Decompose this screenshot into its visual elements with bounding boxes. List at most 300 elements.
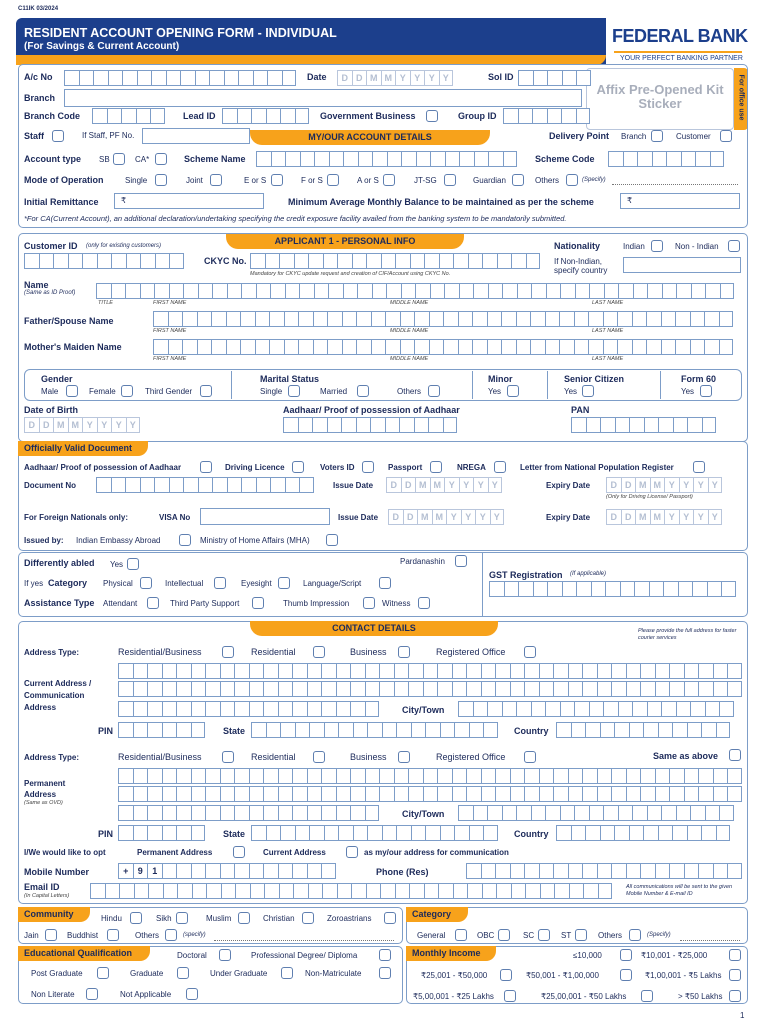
input-cell[interactable] (395, 883, 410, 899)
input-cell[interactable] (176, 786, 191, 802)
input-cell[interactable] (169, 283, 184, 299)
input-cell[interactable] (637, 151, 652, 167)
input-cell[interactable] (148, 883, 163, 899)
input-cell[interactable] (220, 786, 235, 802)
input-cell[interactable] (379, 663, 394, 679)
input-cell[interactable] (111, 477, 126, 493)
input-cell[interactable] (533, 581, 548, 597)
input-cell[interactable] (136, 108, 151, 124)
input-cell[interactable] (661, 339, 676, 355)
input-cell[interactable] (568, 768, 583, 784)
input-cell[interactable] (597, 681, 612, 697)
input-cell[interactable] (443, 339, 458, 355)
input-cell[interactable] (588, 339, 603, 355)
input-cell[interactable] (452, 663, 467, 679)
input-cell[interactable] (292, 863, 307, 879)
input-cell[interactable] (336, 663, 351, 679)
input-cell[interactable] (82, 253, 97, 269)
input-cell[interactable] (308, 253, 323, 269)
input-cell[interactable] (191, 681, 206, 697)
visa-field[interactable] (200, 508, 330, 525)
input-cell[interactable] (545, 805, 560, 821)
perm-city-field[interactable] (458, 805, 734, 821)
input-cell[interactable] (126, 253, 141, 269)
input-cell[interactable] (192, 883, 207, 899)
input-cell[interactable] (669, 768, 684, 784)
input-cell[interactable] (118, 805, 133, 821)
input-cell[interactable] (394, 663, 409, 679)
input-cell[interactable] (695, 151, 710, 167)
input-cell[interactable] (298, 311, 313, 327)
input-cell[interactable] (270, 283, 285, 299)
input-cell[interactable] (568, 863, 583, 879)
input-cell[interactable] (424, 883, 439, 899)
input-cell[interactable] (337, 883, 352, 899)
input-cell[interactable] (234, 701, 249, 717)
input-cell[interactable] (501, 339, 516, 355)
input-cell[interactable] (640, 663, 655, 679)
input-cell[interactable] (162, 768, 177, 784)
input-cell[interactable] (502, 701, 517, 717)
input-cell[interactable] (571, 722, 586, 738)
input-cell[interactable] (220, 663, 235, 679)
name-field[interactable] (96, 283, 734, 299)
input-cell[interactable] (226, 311, 241, 327)
customer-id-field[interactable] (24, 253, 184, 269)
input-cell[interactable] (516, 805, 531, 821)
input-cell[interactable] (629, 722, 644, 738)
mha-checkbox[interactable] (326, 534, 338, 546)
input-cell[interactable] (163, 883, 178, 899)
mode-eors-checkbox[interactable] (271, 174, 283, 186)
input-cell[interactable] (516, 701, 531, 717)
input-cell[interactable] (256, 477, 271, 493)
input-cell[interactable] (459, 151, 474, 167)
abled-yes-checkbox[interactable] (127, 558, 139, 570)
input-cell[interactable] (547, 70, 562, 86)
input-cell[interactable] (591, 581, 606, 597)
scheme-code-field[interactable] (608, 151, 724, 167)
input-cell[interactable] (569, 883, 584, 899)
group-id-field[interactable] (503, 108, 590, 124)
gender-third-checkbox[interactable] (200, 385, 212, 397)
input-cell[interactable] (585, 722, 600, 738)
input-cell[interactable] (295, 825, 310, 841)
input-cell[interactable] (539, 863, 554, 879)
input-cell[interactable] (367, 825, 382, 841)
input-cell[interactable] (394, 768, 409, 784)
input-cell[interactable] (453, 883, 468, 899)
input-cell[interactable] (118, 701, 133, 717)
perm-resbus-checkbox[interactable] (222, 751, 234, 763)
input-cell[interactable] (278, 786, 293, 802)
input-cell[interactable] (453, 253, 468, 269)
input-cell[interactable] (510, 863, 525, 879)
input-cell[interactable] (646, 311, 661, 327)
input-cell[interactable] (445, 151, 460, 167)
input-cell[interactable] (350, 663, 365, 679)
mode-jtsg-checkbox[interactable] (444, 174, 456, 186)
input-cell[interactable] (299, 477, 314, 493)
input-cell[interactable] (293, 883, 308, 899)
input-cell[interactable] (576, 581, 591, 597)
input-cell[interactable] (408, 786, 423, 802)
form60-yes-checkbox[interactable] (700, 385, 712, 397)
perm-reg-checkbox[interactable] (524, 751, 536, 763)
community-sikh-checkbox[interactable] (176, 912, 188, 924)
input-cell[interactable] (387, 151, 402, 167)
gender-female-checkbox[interactable] (121, 385, 133, 397)
input-cell[interactable] (226, 339, 241, 355)
thumb-checkbox[interactable] (363, 597, 375, 609)
input-cell[interactable] (92, 108, 107, 124)
input-cell[interactable] (151, 70, 166, 86)
input-cell[interactable] (263, 805, 278, 821)
input-cell[interactable] (240, 311, 255, 327)
input-cell[interactable] (676, 805, 691, 821)
input-cell[interactable] (168, 339, 183, 355)
input-cell[interactable] (227, 283, 242, 299)
input-cell[interactable] (626, 663, 641, 679)
input-cell[interactable] (705, 805, 720, 821)
doc-no-field[interactable] (96, 477, 314, 493)
income-2-checkbox[interactable] (729, 949, 741, 961)
input-cell[interactable] (439, 253, 454, 269)
input-cell[interactable] (234, 768, 249, 784)
input-cell[interactable] (655, 663, 670, 679)
input-cell[interactable] (313, 339, 328, 355)
input-cell[interactable] (267, 70, 282, 86)
input-cell[interactable] (133, 786, 148, 802)
opt-permanent-checkbox[interactable] (233, 846, 245, 858)
input-cell[interactable] (459, 283, 474, 299)
input-cell[interactable] (684, 681, 699, 697)
scheme-name-field[interactable] (256, 151, 517, 167)
input-cell[interactable] (483, 722, 498, 738)
input-cell[interactable] (140, 283, 155, 299)
input-cell[interactable] (472, 339, 487, 355)
input-cell[interactable] (280, 108, 295, 124)
input-cell[interactable] (623, 151, 638, 167)
input-cell[interactable] (467, 883, 482, 899)
input-cell[interactable] (511, 253, 526, 269)
community-buddhist-checkbox[interactable] (107, 929, 119, 941)
input-cell[interactable] (321, 863, 336, 879)
input-cell[interactable] (24, 253, 39, 269)
input-cell[interactable] (205, 701, 220, 717)
input-cell[interactable] (370, 417, 385, 433)
input-cell[interactable] (524, 863, 539, 879)
input-cell[interactable] (266, 722, 281, 738)
input-cell[interactable] (727, 681, 742, 697)
input-cell[interactable] (675, 311, 690, 327)
perm-pin-field[interactable] (118, 825, 205, 841)
marital-single-checkbox[interactable] (288, 385, 300, 397)
input-cell[interactable] (603, 701, 618, 717)
input-cell[interactable] (266, 108, 281, 124)
input-cell[interactable] (338, 825, 353, 841)
input-cell[interactable] (191, 663, 206, 679)
input-cell[interactable] (365, 805, 380, 821)
input-cell[interactable] (279, 883, 294, 899)
input-cell[interactable] (205, 663, 220, 679)
input-cell[interactable] (487, 311, 502, 327)
input-cell[interactable] (574, 805, 589, 821)
input-cell[interactable] (292, 663, 307, 679)
input-cell[interactable] (437, 681, 452, 697)
input-cell[interactable] (133, 825, 148, 841)
input-cell[interactable] (589, 805, 604, 821)
staff-pf-field[interactable] (142, 128, 250, 144)
input-cell[interactable] (394, 786, 409, 802)
input-cell[interactable] (147, 701, 162, 717)
eyesight-checkbox[interactable] (278, 577, 290, 589)
edu-postgrad-checkbox[interactable] (97, 967, 109, 979)
input-cell[interactable] (321, 786, 336, 802)
input-cell[interactable] (176, 768, 191, 784)
input-cell[interactable] (191, 768, 206, 784)
language-checkbox[interactable] (379, 577, 391, 589)
input-cell[interactable] (568, 663, 583, 679)
input-cell[interactable] (314, 283, 329, 299)
input-cell[interactable] (416, 151, 431, 167)
input-cell[interactable] (429, 339, 444, 355)
input-cell[interactable] (620, 581, 635, 597)
input-cell[interactable] (429, 311, 444, 327)
input-cell[interactable] (176, 681, 191, 697)
input-cell[interactable] (385, 339, 400, 355)
input-cell[interactable] (503, 108, 518, 124)
input-cell[interactable] (197, 311, 212, 327)
input-cell[interactable] (633, 283, 648, 299)
input-cell[interactable] (698, 863, 713, 879)
input-cell[interactable] (220, 768, 235, 784)
input-cell[interactable] (582, 663, 597, 679)
input-cell[interactable] (250, 883, 265, 899)
input-cell[interactable] (382, 722, 397, 738)
input-cell[interactable] (366, 253, 381, 269)
community-others-checkbox[interactable] (165, 929, 177, 941)
input-cell[interactable] (597, 786, 612, 802)
input-cell[interactable] (516, 311, 531, 327)
input-cell[interactable] (265, 253, 280, 269)
input-cell[interactable] (191, 825, 206, 841)
input-cell[interactable] (182, 311, 197, 327)
staff-checkbox[interactable] (52, 130, 64, 142)
input-cell[interactable] (632, 311, 647, 327)
input-cell[interactable] (545, 701, 560, 717)
input-cell[interactable] (133, 768, 148, 784)
input-cell[interactable] (438, 883, 453, 899)
input-cell[interactable] (589, 701, 604, 717)
input-cell[interactable] (684, 863, 699, 879)
input-cell[interactable] (365, 681, 380, 697)
input-cell[interactable] (395, 253, 410, 269)
input-cell[interactable] (140, 253, 155, 269)
input-cell[interactable] (278, 863, 293, 879)
marital-others-checkbox[interactable] (428, 385, 440, 397)
input-cell[interactable] (425, 722, 440, 738)
input-cell[interactable] (713, 768, 728, 784)
input-cell[interactable] (350, 701, 365, 717)
input-cell[interactable] (716, 825, 731, 841)
category-general-checkbox[interactable] (455, 929, 467, 941)
input-cell[interactable] (687, 722, 702, 738)
input-cell[interactable] (525, 883, 540, 899)
min-balance-field[interactable] (620, 193, 740, 209)
input-cell[interactable] (251, 825, 266, 841)
input-cell[interactable] (238, 70, 253, 86)
input-cell[interactable] (676, 283, 691, 299)
input-cell[interactable] (336, 805, 351, 821)
perm-state-field[interactable] (251, 825, 498, 841)
input-cell[interactable] (251, 108, 266, 124)
input-cell[interactable] (423, 663, 438, 679)
input-cell[interactable] (454, 825, 469, 841)
input-cell[interactable] (125, 477, 140, 493)
gender-male-checkbox[interactable] (66, 385, 78, 397)
input-cell[interactable] (531, 805, 546, 821)
input-cell[interactable] (278, 768, 293, 784)
sb-checkbox[interactable] (113, 153, 125, 165)
input-cell[interactable] (473, 283, 488, 299)
input-cell[interactable] (255, 339, 270, 355)
input-cell[interactable] (469, 722, 484, 738)
input-cell[interactable] (626, 863, 641, 879)
input-cell[interactable] (640, 681, 655, 697)
input-cell[interactable] (440, 825, 455, 841)
input-cell[interactable] (401, 151, 416, 167)
input-cell[interactable] (716, 722, 731, 738)
input-cell[interactable] (342, 311, 357, 327)
input-cell[interactable] (608, 151, 623, 167)
delivery-customer-checkbox[interactable] (720, 130, 732, 142)
input-cell[interactable] (626, 786, 641, 802)
input-cell[interactable] (511, 883, 526, 899)
embassy-checkbox[interactable] (179, 534, 191, 546)
current-city-field[interactable] (458, 701, 734, 717)
input-cell[interactable] (672, 722, 687, 738)
edu-professional-checkbox[interactable] (379, 949, 391, 961)
input-cell[interactable] (576, 70, 591, 86)
input-cell[interactable] (336, 681, 351, 697)
input-cell[interactable] (443, 311, 458, 327)
input-cell[interactable] (698, 681, 713, 697)
input-cell[interactable] (598, 883, 613, 899)
input-cell[interactable] (586, 417, 601, 433)
email-field[interactable] (90, 883, 612, 899)
current-address-line2[interactable] (118, 681, 742, 697)
input-cell[interactable] (147, 768, 162, 784)
input-cell[interactable] (526, 253, 541, 269)
input-cell[interactable] (430, 151, 445, 167)
input-cell[interactable] (415, 283, 430, 299)
input-cell[interactable] (690, 339, 705, 355)
input-cell[interactable] (495, 681, 510, 697)
current-country-field[interactable] (556, 722, 730, 738)
input-cell[interactable] (147, 825, 162, 841)
input-cell[interactable] (547, 108, 562, 124)
input-cell[interactable] (482, 253, 497, 269)
nationality-nonindian-checkbox[interactable] (728, 240, 740, 252)
input-cell[interactable] (603, 311, 618, 327)
mode-aors-checkbox[interactable] (383, 174, 395, 186)
non-indian-country-field[interactable] (623, 257, 741, 273)
input-cell[interactable] (280, 722, 295, 738)
input-cell[interactable] (121, 108, 136, 124)
input-cell[interactable] (212, 283, 227, 299)
input-cell[interactable] (408, 663, 423, 679)
input-cell[interactable] (539, 768, 554, 784)
input-cell[interactable] (256, 151, 271, 167)
input-cell[interactable] (481, 768, 496, 784)
input-cell[interactable] (162, 863, 177, 879)
input-cell[interactable] (466, 663, 481, 679)
input-cell[interactable] (324, 722, 339, 738)
input-cell[interactable] (605, 581, 620, 597)
input-cell[interactable] (488, 283, 503, 299)
input-cell[interactable] (336, 786, 351, 802)
input-cell[interactable] (710, 151, 725, 167)
input-cell[interactable] (250, 253, 265, 269)
same-as-above-checkbox[interactable] (729, 749, 741, 761)
input-cell[interactable] (647, 701, 662, 717)
input-cell[interactable] (640, 786, 655, 802)
input-cell[interactable] (547, 581, 562, 597)
input-cell[interactable] (727, 786, 742, 802)
input-cell[interactable] (177, 883, 192, 899)
edu-undergrad-checkbox[interactable] (281, 967, 293, 979)
input-cell[interactable] (414, 417, 429, 433)
input-cell[interactable] (353, 722, 368, 738)
input-cell[interactable] (366, 883, 381, 899)
input-cell[interactable] (371, 339, 386, 355)
input-cell[interactable] (365, 663, 380, 679)
input-cell[interactable] (684, 786, 699, 802)
input-cell[interactable] (263, 663, 278, 679)
input-cell[interactable] (162, 681, 177, 697)
input-cell[interactable] (414, 339, 429, 355)
input-cell[interactable] (249, 863, 264, 879)
input-cell[interactable] (495, 663, 510, 679)
ovd-nrega-checkbox[interactable] (494, 461, 506, 473)
input-cell[interactable] (118, 681, 133, 697)
lead-id-field[interactable] (222, 108, 309, 124)
input-cell[interactable] (571, 417, 586, 433)
input-cell[interactable] (353, 825, 368, 841)
physical-checkbox[interactable] (140, 577, 152, 589)
input-cell[interactable] (574, 311, 589, 327)
input-cell[interactable] (713, 786, 728, 802)
input-cell[interactable] (408, 768, 423, 784)
input-cell[interactable] (666, 151, 681, 167)
input-cell[interactable] (162, 722, 177, 738)
input-cell[interactable] (234, 681, 249, 697)
input-cell[interactable] (691, 283, 706, 299)
input-cell[interactable] (517, 283, 532, 299)
input-cell[interactable] (496, 883, 511, 899)
input-cell[interactable] (206, 883, 221, 899)
input-cell[interactable] (684, 768, 699, 784)
third-party-checkbox[interactable] (252, 597, 264, 609)
input-cell[interactable] (634, 581, 649, 597)
ca-checkbox[interactable] (155, 153, 167, 165)
input-cell[interactable] (701, 722, 716, 738)
input-cell[interactable] (307, 701, 322, 717)
input-cell[interactable] (295, 108, 310, 124)
input-cell[interactable] (600, 825, 615, 841)
input-cell[interactable] (183, 283, 198, 299)
